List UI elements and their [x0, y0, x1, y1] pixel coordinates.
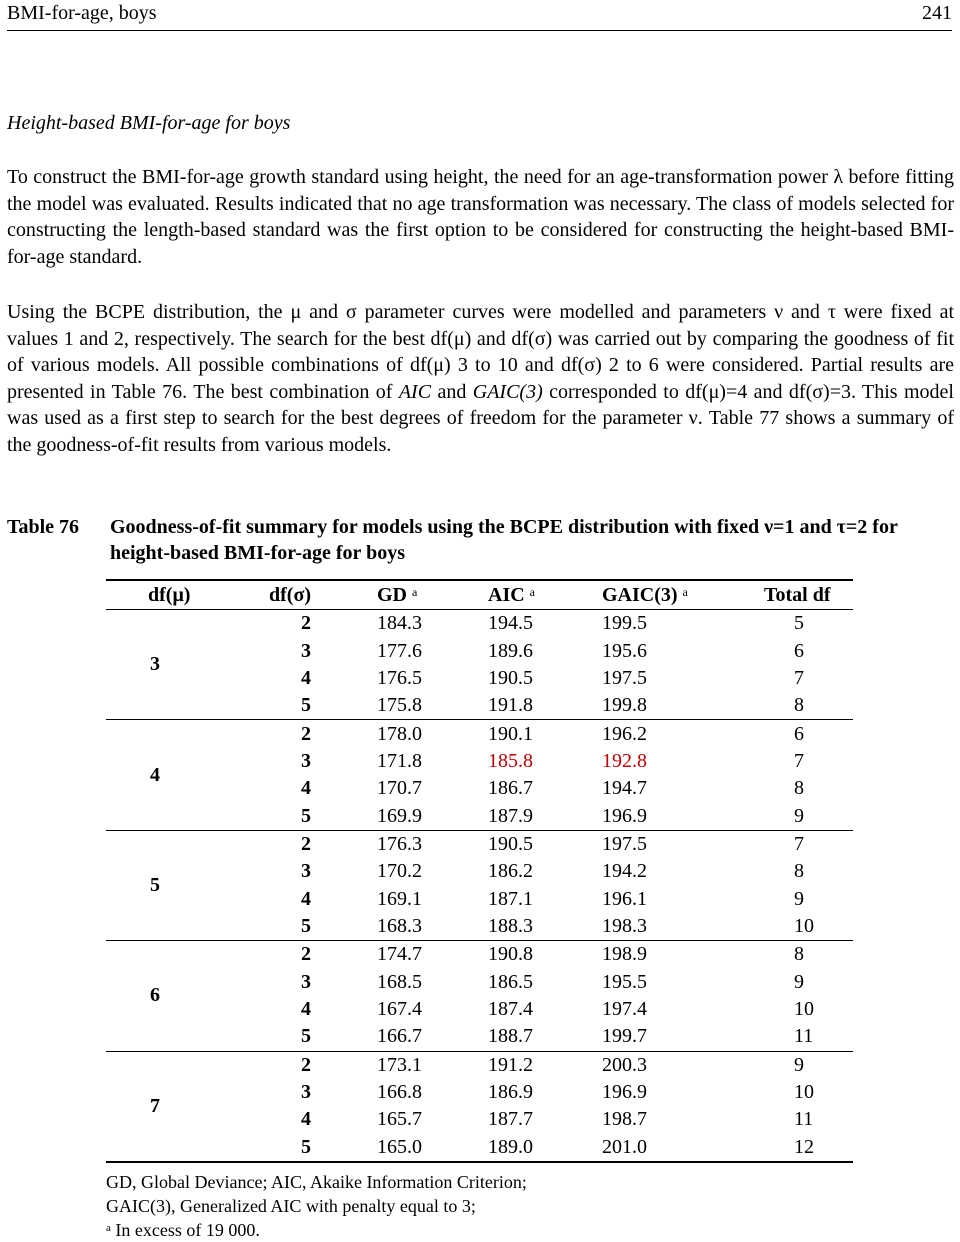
- cell-aic: 188.7: [488, 1025, 533, 1048]
- cell-gaic: 198.3: [602, 914, 647, 937]
- header-gd-label: GD: [377, 583, 407, 606]
- cell-aic: 191.8: [488, 694, 533, 717]
- cell-aic: 186.9: [488, 1081, 533, 1104]
- cell-gd: 176.5: [377, 666, 422, 689]
- header-gaic: [602, 580, 750, 610]
- cell-gaic: 199.7: [602, 1025, 647, 1048]
- cell-total-df: 7: [794, 749, 804, 772]
- cell-total-df: 7: [794, 666, 804, 689]
- cell-total-df: 12: [794, 1135, 814, 1158]
- gaic-term: GAIC(3): [472, 380, 543, 403]
- cell-gaic: 195.5: [602, 970, 647, 993]
- page-number: 241: [922, 2, 952, 24]
- cell-gd: 184.3: [377, 612, 422, 635]
- cell-aic: 187.4: [488, 997, 533, 1020]
- cell-gaic: 192.8: [602, 749, 647, 772]
- cell-gd: 177.6: [377, 639, 422, 662]
- cell-gaic: 199.5: [602, 612, 647, 635]
- cell-df-sigma: 4: [301, 997, 311, 1020]
- cell-total-df: 9: [794, 887, 804, 910]
- table-label: Table 76: [7, 516, 80, 538]
- cell-aic: 185.8: [488, 749, 533, 772]
- cell-aic: 194.5: [488, 612, 533, 635]
- cell-gaic: 196.2: [602, 720, 750, 748]
- cell-df-mu: 4: [106, 720, 249, 830]
- cell-df-sigma: 4: [301, 666, 311, 689]
- cell-aic: 186.5: [488, 970, 533, 993]
- cell-total-df: 6: [794, 639, 804, 662]
- cell-df-sigma: 3: [301, 749, 311, 772]
- footnote-abbreviations-2: GAIC(3), Generalized AIC with penalty equal to 3;: [106, 1196, 476, 1216]
- cell-gd: 166.7: [377, 1025, 422, 1048]
- cell-gd: 165.7: [377, 1108, 422, 1131]
- cell-df-mu: 5: [106, 830, 249, 940]
- cell-gaic: 196.1: [602, 887, 647, 910]
- cell-aic: 190.8: [488, 941, 602, 969]
- cell-gaic: 201.0: [602, 1135, 647, 1158]
- paragraph-methods: [7, 299, 954, 458]
- cell-gd: 173.1: [377, 1051, 488, 1079]
- cell-total-df: 8: [750, 941, 853, 969]
- header-gaic-label: GAIC(3): [602, 583, 678, 606]
- cell-df-sigma: 3: [301, 1081, 311, 1104]
- cell-total-df: 10: [794, 997, 814, 1020]
- cell-aic: 189.6: [488, 639, 533, 662]
- header-total-df: Total df: [750, 580, 853, 610]
- header-df-mu: df(μ): [106, 580, 249, 610]
- header-aic-sup: a: [529, 584, 535, 599]
- cell-aic: 187.7: [488, 1108, 533, 1131]
- cell-df-sigma: 2: [249, 830, 377, 858]
- table-row: [106, 720, 853, 748]
- table-body: [106, 610, 853, 1162]
- cell-gaic: 200.3: [602, 1051, 750, 1079]
- cell-gaic: 199.8: [602, 694, 647, 717]
- cell-gd: 175.8: [377, 694, 422, 717]
- cell-aic: 190.5: [488, 830, 602, 858]
- cell-df-sigma: 5: [301, 1025, 311, 1048]
- cell-gd: 167.4: [377, 997, 422, 1020]
- paragraph-intro: To construct the BMI-for-age growth standard using height, the need for an age-transformation power λ before fitting the model was evaluated. Results indicated that no age transformation was necessary. The class of models selected for constructing the length-based standard was the first option to be considered for constructing the height-based BMI-for-age standard.: [7, 166, 954, 268]
- cell-df-mu: 3: [150, 653, 160, 676]
- cell-gaic: 194.2: [602, 860, 647, 883]
- paragraph-methods-part-b: corresponded to df(μ)=4 and df(σ)=3. This model was used as a first step to search for the best degrees of freedom for the parameter ν. Table 77 shows a summary of the goodness-of-fit results from various models.: [7, 380, 954, 456]
- table-header-row: [106, 580, 853, 610]
- cell-gaic: 198.7: [602, 1108, 647, 1131]
- cell-df-mu: 7: [106, 1051, 249, 1162]
- cell-gd: 170.7: [377, 777, 422, 800]
- cell-total-df: 10: [794, 914, 814, 937]
- footnote-excess-sup: a: [106, 1222, 111, 1234]
- cell-aic: 189.0: [488, 1135, 533, 1158]
- header-gd: [377, 580, 488, 610]
- cell-total-df: 9: [794, 970, 804, 993]
- cell-df-mu: 6: [106, 941, 249, 1051]
- cell-gaic: 195.6: [602, 639, 647, 662]
- cell-gaic: 196.9: [602, 1081, 647, 1104]
- cell-gd: 171.8: [377, 749, 422, 772]
- cell-df-sigma: 5: [301, 1135, 311, 1158]
- cell-aic: 186.2: [488, 860, 533, 883]
- cell-total-df: 11: [794, 1025, 814, 1048]
- footnote-abbreviations-1: GD, Global Deviance; AIC, Akaike Information Criterion;: [106, 1172, 527, 1192]
- header-aic: [488, 580, 602, 610]
- cell-df-sigma: 4: [301, 777, 311, 800]
- cell-total-df: 10: [794, 1081, 814, 1104]
- section-heading: Height-based BMI-for-age for boys: [7, 112, 291, 134]
- table-row: [106, 941, 853, 969]
- cell-gd: 168.5: [377, 970, 422, 993]
- cell-total-df: 11: [794, 1108, 814, 1131]
- table-footnotes: [106, 1170, 806, 1242]
- aic-term: AIC: [398, 380, 432, 403]
- cell-total-df: 9: [794, 804, 804, 827]
- cell-gaic: 197.5: [602, 830, 750, 858]
- cell-total-df: 8: [794, 777, 804, 800]
- cell-aic: 187.9: [488, 804, 533, 827]
- cell-aic: 190.5: [488, 666, 533, 689]
- cell-gaic: 198.9: [602, 941, 750, 969]
- cell-df-sigma: 3: [301, 860, 311, 883]
- cell-aic: 188.3: [488, 914, 533, 937]
- table-row: [106, 1051, 853, 1079]
- cell-gaic: 196.9: [602, 804, 647, 827]
- cell-gd: 178.0: [377, 720, 488, 748]
- cell-total-df: 7: [750, 830, 853, 858]
- cell-aic: 187.1: [488, 887, 533, 910]
- cell-df-sigma: 5: [301, 804, 311, 827]
- cell-df-sigma: 2: [301, 612, 311, 635]
- table-row: [106, 830, 853, 858]
- cell-aic: 190.1: [488, 720, 602, 748]
- goodness-of-fit-table: [106, 579, 853, 1163]
- footnote-excess: [106, 1218, 806, 1242]
- cell-gaic: 194.7: [602, 777, 647, 800]
- cell-total-df: 5: [794, 612, 804, 635]
- header-aic-label: AIC: [488, 583, 525, 606]
- running-header-title: BMI-for-age, boys: [7, 2, 157, 24]
- cell-total-df: 6: [750, 720, 853, 748]
- header-gaic-sup: a: [682, 584, 688, 599]
- cell-total-df: 9: [750, 1051, 853, 1079]
- cell-df-sigma: 2: [249, 720, 377, 748]
- header-df-sigma: df(σ): [249, 580, 377, 610]
- running-header: [7, 0, 952, 31]
- table-caption-text: Goodness-of-fit summary for models using the BCPE distribution with fixed ν=1 and τ=2 for height-based BMI-for-age for boys: [110, 516, 898, 564]
- paragraph-methods-and: and: [431, 380, 473, 403]
- cell-gd: 168.3: [377, 914, 422, 937]
- cell-gd: 176.3: [377, 830, 488, 858]
- cell-gd: 166.8: [377, 1081, 422, 1104]
- cell-df-sigma: 4: [301, 887, 311, 910]
- paragraph-methods-part-a: Using the BCPE distribution, the μ and σ parameter curves were modelled and parameters ν and τ were fixed at values 1 and 2, respectively. The search for the best df(μ) and df(σ) was carried out by comparing the goodness of fit of various models. All possible combinations of df(μ) 3 to 10 and df(σ) 2 to 6 were considered. Partial results are presented in Table 76. The best combination of: [7, 301, 954, 403]
- cell-gd: 169.1: [377, 887, 422, 910]
- cell-gd: 165.0: [377, 1135, 422, 1158]
- cell-aic: 191.2: [488, 1051, 602, 1079]
- cell-gaic: 197.5: [602, 666, 647, 689]
- cell-df-sigma: 5: [301, 914, 311, 937]
- cell-total-df: 8: [794, 694, 804, 717]
- cell-aic: 186.7: [488, 777, 533, 800]
- footnote-excess-text: In excess of 19 000.: [110, 1220, 260, 1240]
- cell-df-sigma: 2: [249, 1051, 377, 1079]
- cell-total-df: 8: [794, 860, 804, 883]
- cell-df-sigma: 4: [301, 1108, 311, 1131]
- cell-df-sigma: 3: [301, 970, 311, 993]
- cell-df-sigma: 5: [301, 694, 311, 717]
- cell-gd: 174.7: [377, 941, 488, 969]
- table-row: [106, 610, 853, 638]
- cell-gd: 169.9: [377, 804, 422, 827]
- cell-df-sigma: 3: [301, 639, 311, 662]
- header-gd-sup: a: [412, 584, 418, 599]
- cell-df-sigma: 2: [249, 941, 377, 969]
- cell-gaic: 197.4: [602, 997, 647, 1020]
- cell-gd: 170.2: [377, 860, 422, 883]
